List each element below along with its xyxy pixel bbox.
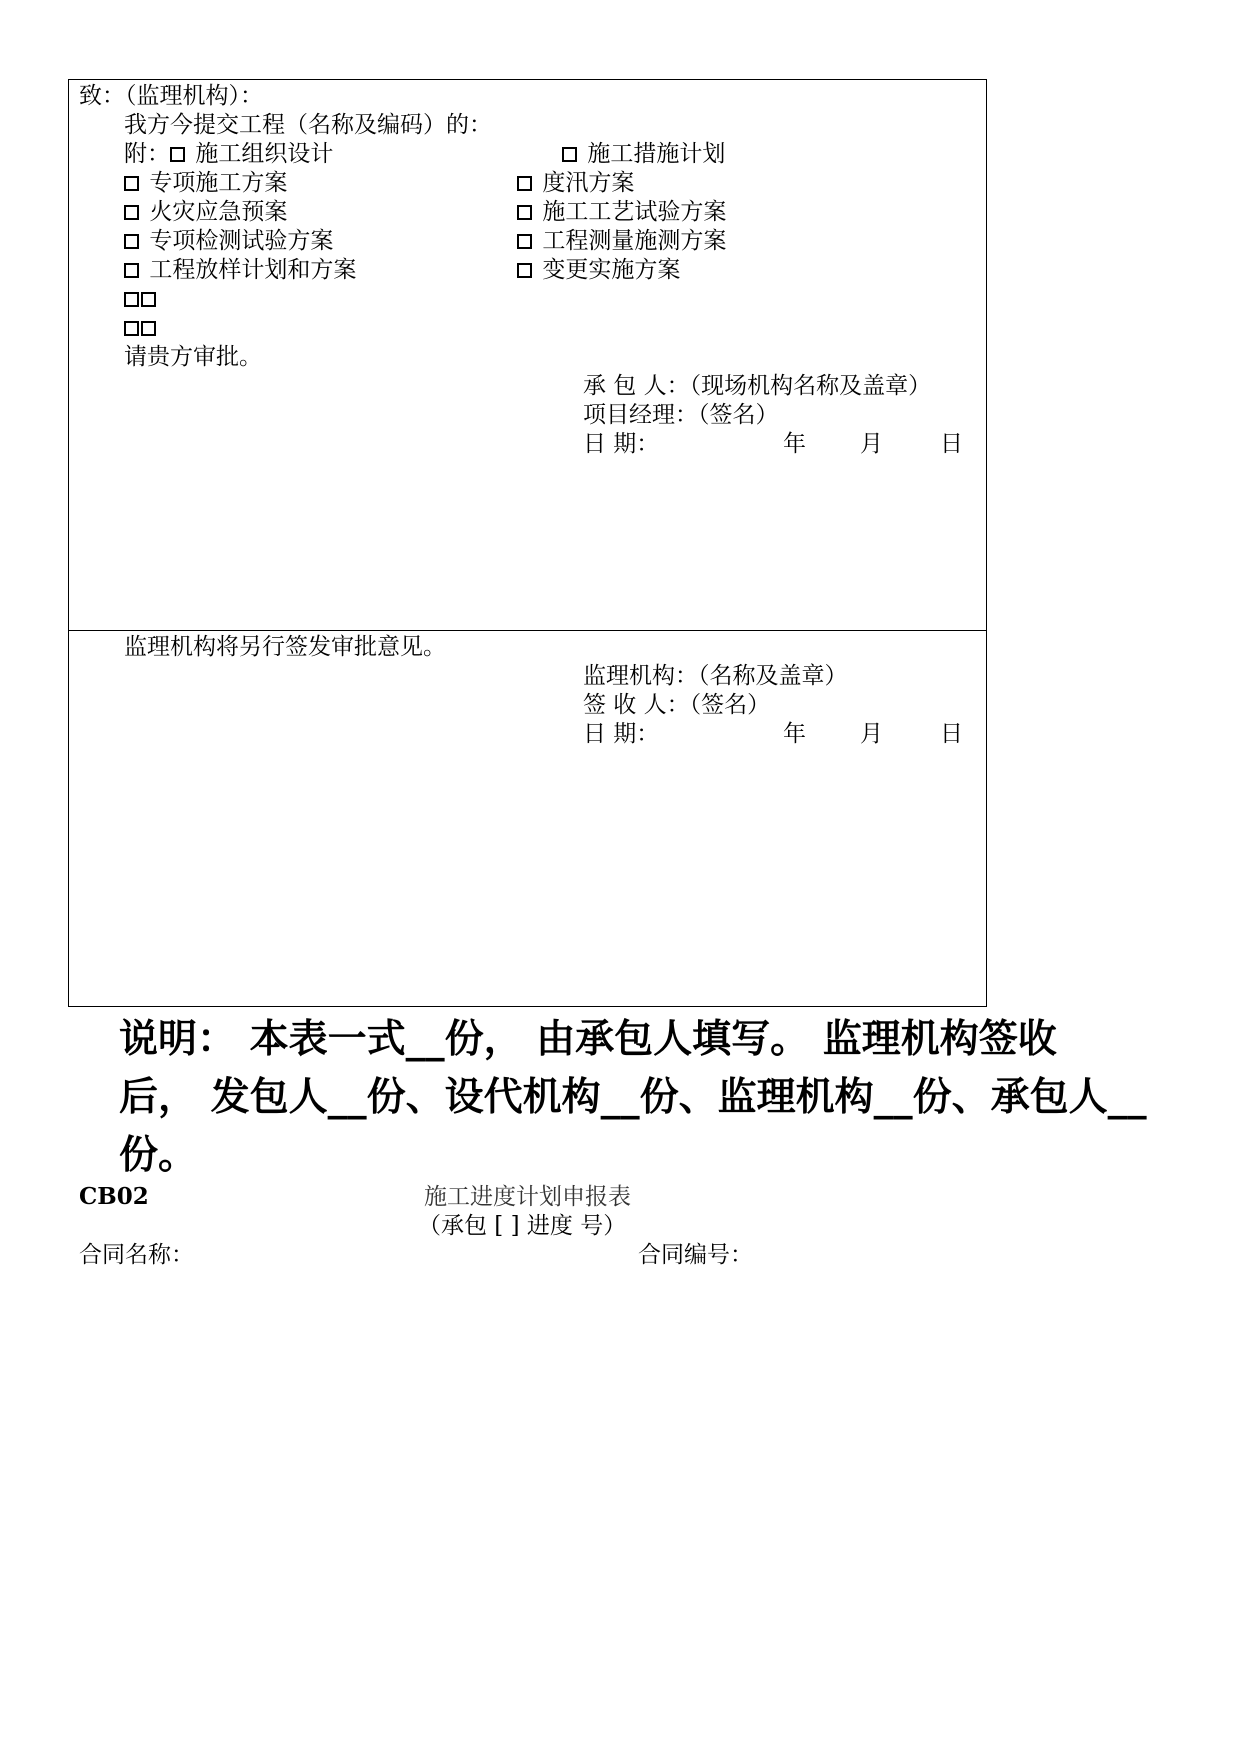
manager-label: 项目经理：（签名） bbox=[583, 402, 779, 428]
checklist-label: 专项检测试验方案 bbox=[149, 228, 334, 254]
checkbox[interactable] bbox=[141, 321, 156, 336]
checklist-item-9[interactable] bbox=[517, 225, 726, 257]
checklist-item-5[interactable] bbox=[124, 254, 356, 286]
checklist-label: 施工工艺试验方案 bbox=[542, 199, 727, 225]
checkbox[interactable] bbox=[170, 147, 185, 162]
checkbox[interactable] bbox=[141, 292, 156, 307]
to-line: 致：（监理机构）： bbox=[79, 83, 263, 109]
note-line-3: 份。 bbox=[119, 1132, 198, 1178]
approval-year: 年 bbox=[783, 721, 806, 747]
blank-checkbox-row[interactable] bbox=[124, 312, 159, 344]
checklist-item-4[interactable] bbox=[124, 225, 333, 257]
checklist-item-6[interactable] bbox=[562, 138, 725, 170]
checkbox[interactable] bbox=[517, 263, 532, 278]
date-month: 月 bbox=[860, 431, 883, 457]
approval-date-label: 日 期： bbox=[583, 721, 660, 747]
form-title: 施工进度计划申报表 bbox=[424, 1184, 631, 1210]
approval-day: 日 bbox=[940, 721, 963, 747]
checkbox[interactable] bbox=[124, 205, 139, 220]
note-line-2: 后， 发包人__份、设代机构__份、监理机构__份、承包人__ bbox=[119, 1074, 1147, 1120]
checklist-label: 工程测量施测方案 bbox=[542, 228, 727, 254]
date-day: 日 bbox=[940, 431, 963, 457]
checkbox[interactable] bbox=[124, 292, 139, 307]
submit-line: 我方今提交工程（名称及编码）的： bbox=[124, 112, 492, 138]
checkbox[interactable] bbox=[124, 321, 139, 336]
checklist-label: 火灾应急预案 bbox=[149, 199, 288, 225]
checklist-label: 工程放样计划和方案 bbox=[149, 257, 357, 283]
contractor-label: 承 包 人：（现场机构名称及盖章） bbox=[583, 373, 932, 399]
checklist-item-10[interactable] bbox=[517, 254, 680, 286]
checkbox[interactable] bbox=[124, 263, 139, 278]
checkbox[interactable] bbox=[124, 234, 139, 249]
checkbox[interactable] bbox=[124, 176, 139, 191]
contract-no-label: 合同编号： bbox=[638, 1242, 753, 1268]
checklist-item-1[interactable] bbox=[124, 138, 333, 170]
receiver-label: 签 收 人：（签名） bbox=[583, 692, 771, 718]
checklist-label: 施工组织设计 bbox=[195, 141, 334, 167]
form-code: CB02 bbox=[79, 1183, 149, 1210]
attach-prefix: 附： bbox=[124, 141, 170, 167]
date-label: 日 期： bbox=[583, 431, 660, 457]
date-year: 年 bbox=[783, 431, 806, 457]
blank-checkbox-row[interactable] bbox=[124, 283, 159, 315]
checklist-item-3[interactable] bbox=[124, 196, 287, 228]
request-text: 请贵方审批。 bbox=[124, 344, 262, 370]
approval-statement: 监理机构将另行签发审批意见。 bbox=[124, 634, 446, 660]
checklist-label: 专项施工方案 bbox=[149, 170, 288, 196]
checklist-item-2[interactable] bbox=[124, 167, 287, 199]
checklist-label: 度汛方案 bbox=[542, 170, 635, 196]
note-line-1: 说明： 本表一式__份， 由承包人填写。 监理机构签收 bbox=[119, 1016, 1057, 1062]
approval-month: 月 bbox=[860, 721, 883, 747]
checklist-label: 施工措施计划 bbox=[587, 141, 726, 167]
checklist-label: 变更实施方案 bbox=[542, 257, 681, 283]
checkbox[interactable] bbox=[517, 205, 532, 220]
checkbox[interactable] bbox=[517, 176, 532, 191]
checkbox[interactable] bbox=[517, 234, 532, 249]
supervisor-org-label: 监理机构：（名称及盖章） bbox=[583, 663, 848, 689]
checkbox[interactable] bbox=[562, 147, 577, 162]
checklist-item-7[interactable] bbox=[517, 167, 634, 199]
contract-name-label: 合同名称： bbox=[79, 1242, 194, 1268]
form-subtitle: （承包 [ ] 进度 号） bbox=[418, 1213, 627, 1239]
checklist-item-8[interactable] bbox=[517, 196, 726, 228]
